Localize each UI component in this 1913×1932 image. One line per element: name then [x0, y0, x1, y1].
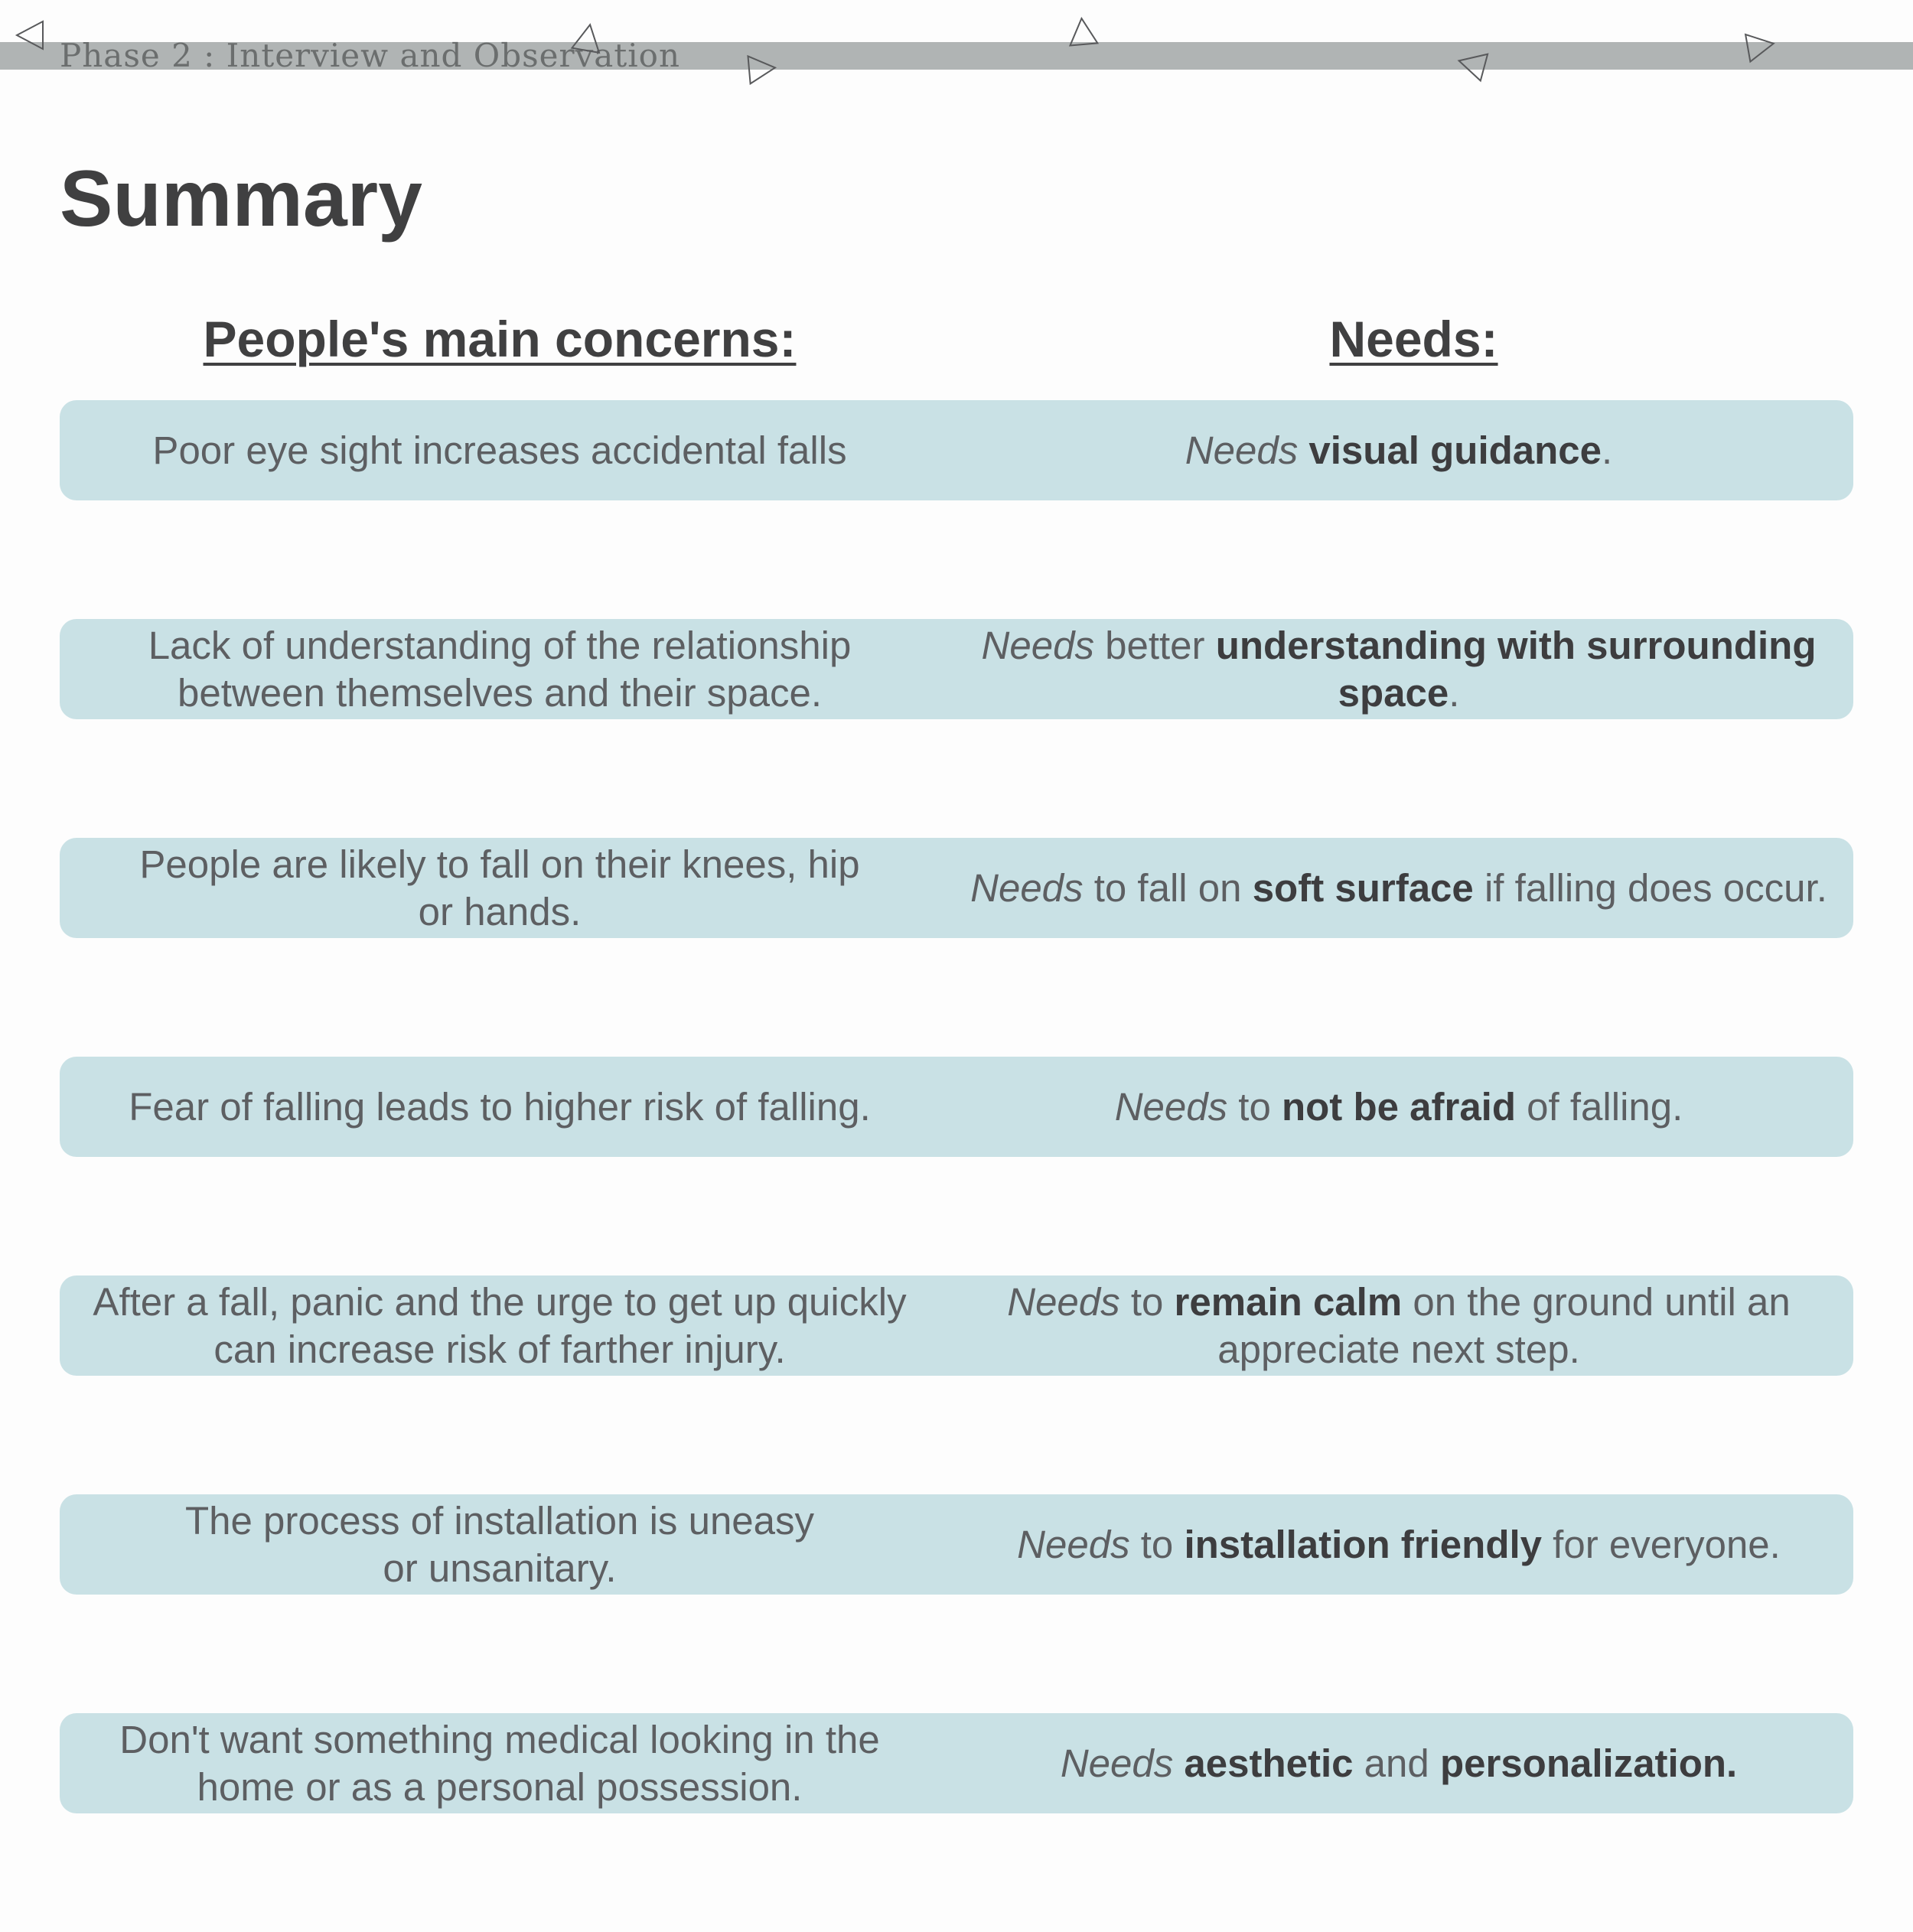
need-line — [947, 1521, 1850, 1569]
need-lead: Needs — [1114, 1084, 1228, 1129]
phase-label: Phase 2 : Interview and Observation — [60, 37, 680, 74]
need-line — [947, 427, 1850, 474]
need-line — [947, 1740, 1850, 1787]
need-line — [947, 622, 1850, 670]
need-emphasis: aesthetic — [1184, 1741, 1354, 1785]
concern-text: Fear of falling leads to higher risk of falling. — [129, 1084, 871, 1129]
need-run — [1173, 1741, 1184, 1785]
need-emphasis: visual guidance — [1308, 428, 1602, 472]
concern-text: Lack of understanding of the relationship between themselves and their space. — [148, 623, 852, 715]
need-lead: Needs — [970, 865, 1084, 910]
need-lead: Needs — [1017, 1522, 1130, 1566]
need-run: to — [1227, 1084, 1282, 1129]
need-text — [940, 622, 1853, 717]
concern-text: Don't want something medical looking in the home or as a personal possession. — [119, 1717, 880, 1809]
need-emphasis: remain calm — [1174, 1279, 1403, 1324]
need-line — [947, 1083, 1850, 1131]
summary-row — [60, 838, 1853, 938]
need-emphasis: personalization. — [1439, 1741, 1738, 1785]
need-run: to — [1129, 1522, 1185, 1566]
triangle-outline-icon — [1741, 27, 1780, 66]
concern-text: Poor eye sight increases accidental falls — [152, 428, 847, 472]
summary-table — [60, 400, 1853, 1932]
need-run — [1298, 428, 1308, 472]
need-text — [940, 427, 1853, 474]
need-text — [940, 1521, 1853, 1569]
need-run: of falling. — [1516, 1084, 1683, 1129]
need-run: . — [1449, 670, 1460, 715]
need-run: to fall on — [1083, 865, 1253, 910]
concern-text: People are likely to fall on their knees, hip or hands. — [139, 842, 860, 933]
concerns-heading: People's main concerns: — [203, 311, 797, 367]
need-run: for everyone. — [1542, 1522, 1781, 1566]
need-emphasis: not be afraid — [1281, 1084, 1517, 1129]
need-emphasis: understanding with surrounding — [1215, 623, 1817, 667]
concern-text: After a fall, panic and the urge to get up quickly can increase risk of farther injury. — [93, 1279, 907, 1371]
triangle-outline-icon — [743, 50, 780, 87]
need-lead: Needs — [1007, 1279, 1120, 1324]
need-line — [947, 670, 1850, 717]
need-text — [940, 1083, 1853, 1131]
summary-row — [60, 400, 1853, 500]
triangle-outline-icon — [14, 18, 47, 52]
need-line — [947, 865, 1850, 912]
need-line — [947, 1279, 1850, 1326]
triangle-outline-icon — [1064, 14, 1101, 50]
need-lead: Needs — [981, 623, 1094, 667]
need-text — [940, 1740, 1853, 1787]
summary-row — [60, 1057, 1853, 1157]
need-line — [947, 1326, 1850, 1373]
concern-text: The process of installation is uneasy or unsanitary. — [184, 1498, 815, 1590]
need-emphasis: installation friendly — [1184, 1522, 1543, 1566]
need-run: . — [1602, 428, 1613, 472]
need-lead: Needs — [1185, 428, 1299, 472]
need-run: appreciate next step. — [1217, 1327, 1580, 1371]
summary-row — [60, 1713, 1853, 1813]
summary-row — [60, 619, 1853, 719]
triangle-outline-icon — [569, 19, 608, 58]
summary-row — [60, 1494, 1853, 1595]
need-run: to — [1119, 1279, 1175, 1324]
summary-row — [60, 1276, 1853, 1376]
need-emphasis: soft surface — [1252, 865, 1474, 910]
needs-heading: Needs: — [1329, 311, 1498, 367]
need-run: and — [1353, 1741, 1440, 1785]
need-text — [940, 865, 1853, 912]
need-lead: Needs — [1060, 1741, 1174, 1785]
page-title: Summary — [60, 155, 422, 243]
need-run: on the ground until an — [1402, 1279, 1791, 1324]
need-run: if falling does occur. — [1473, 865, 1827, 910]
need-text — [940, 1279, 1853, 1373]
need-emphasis: space — [1338, 670, 1449, 715]
need-run: better — [1093, 623, 1216, 667]
